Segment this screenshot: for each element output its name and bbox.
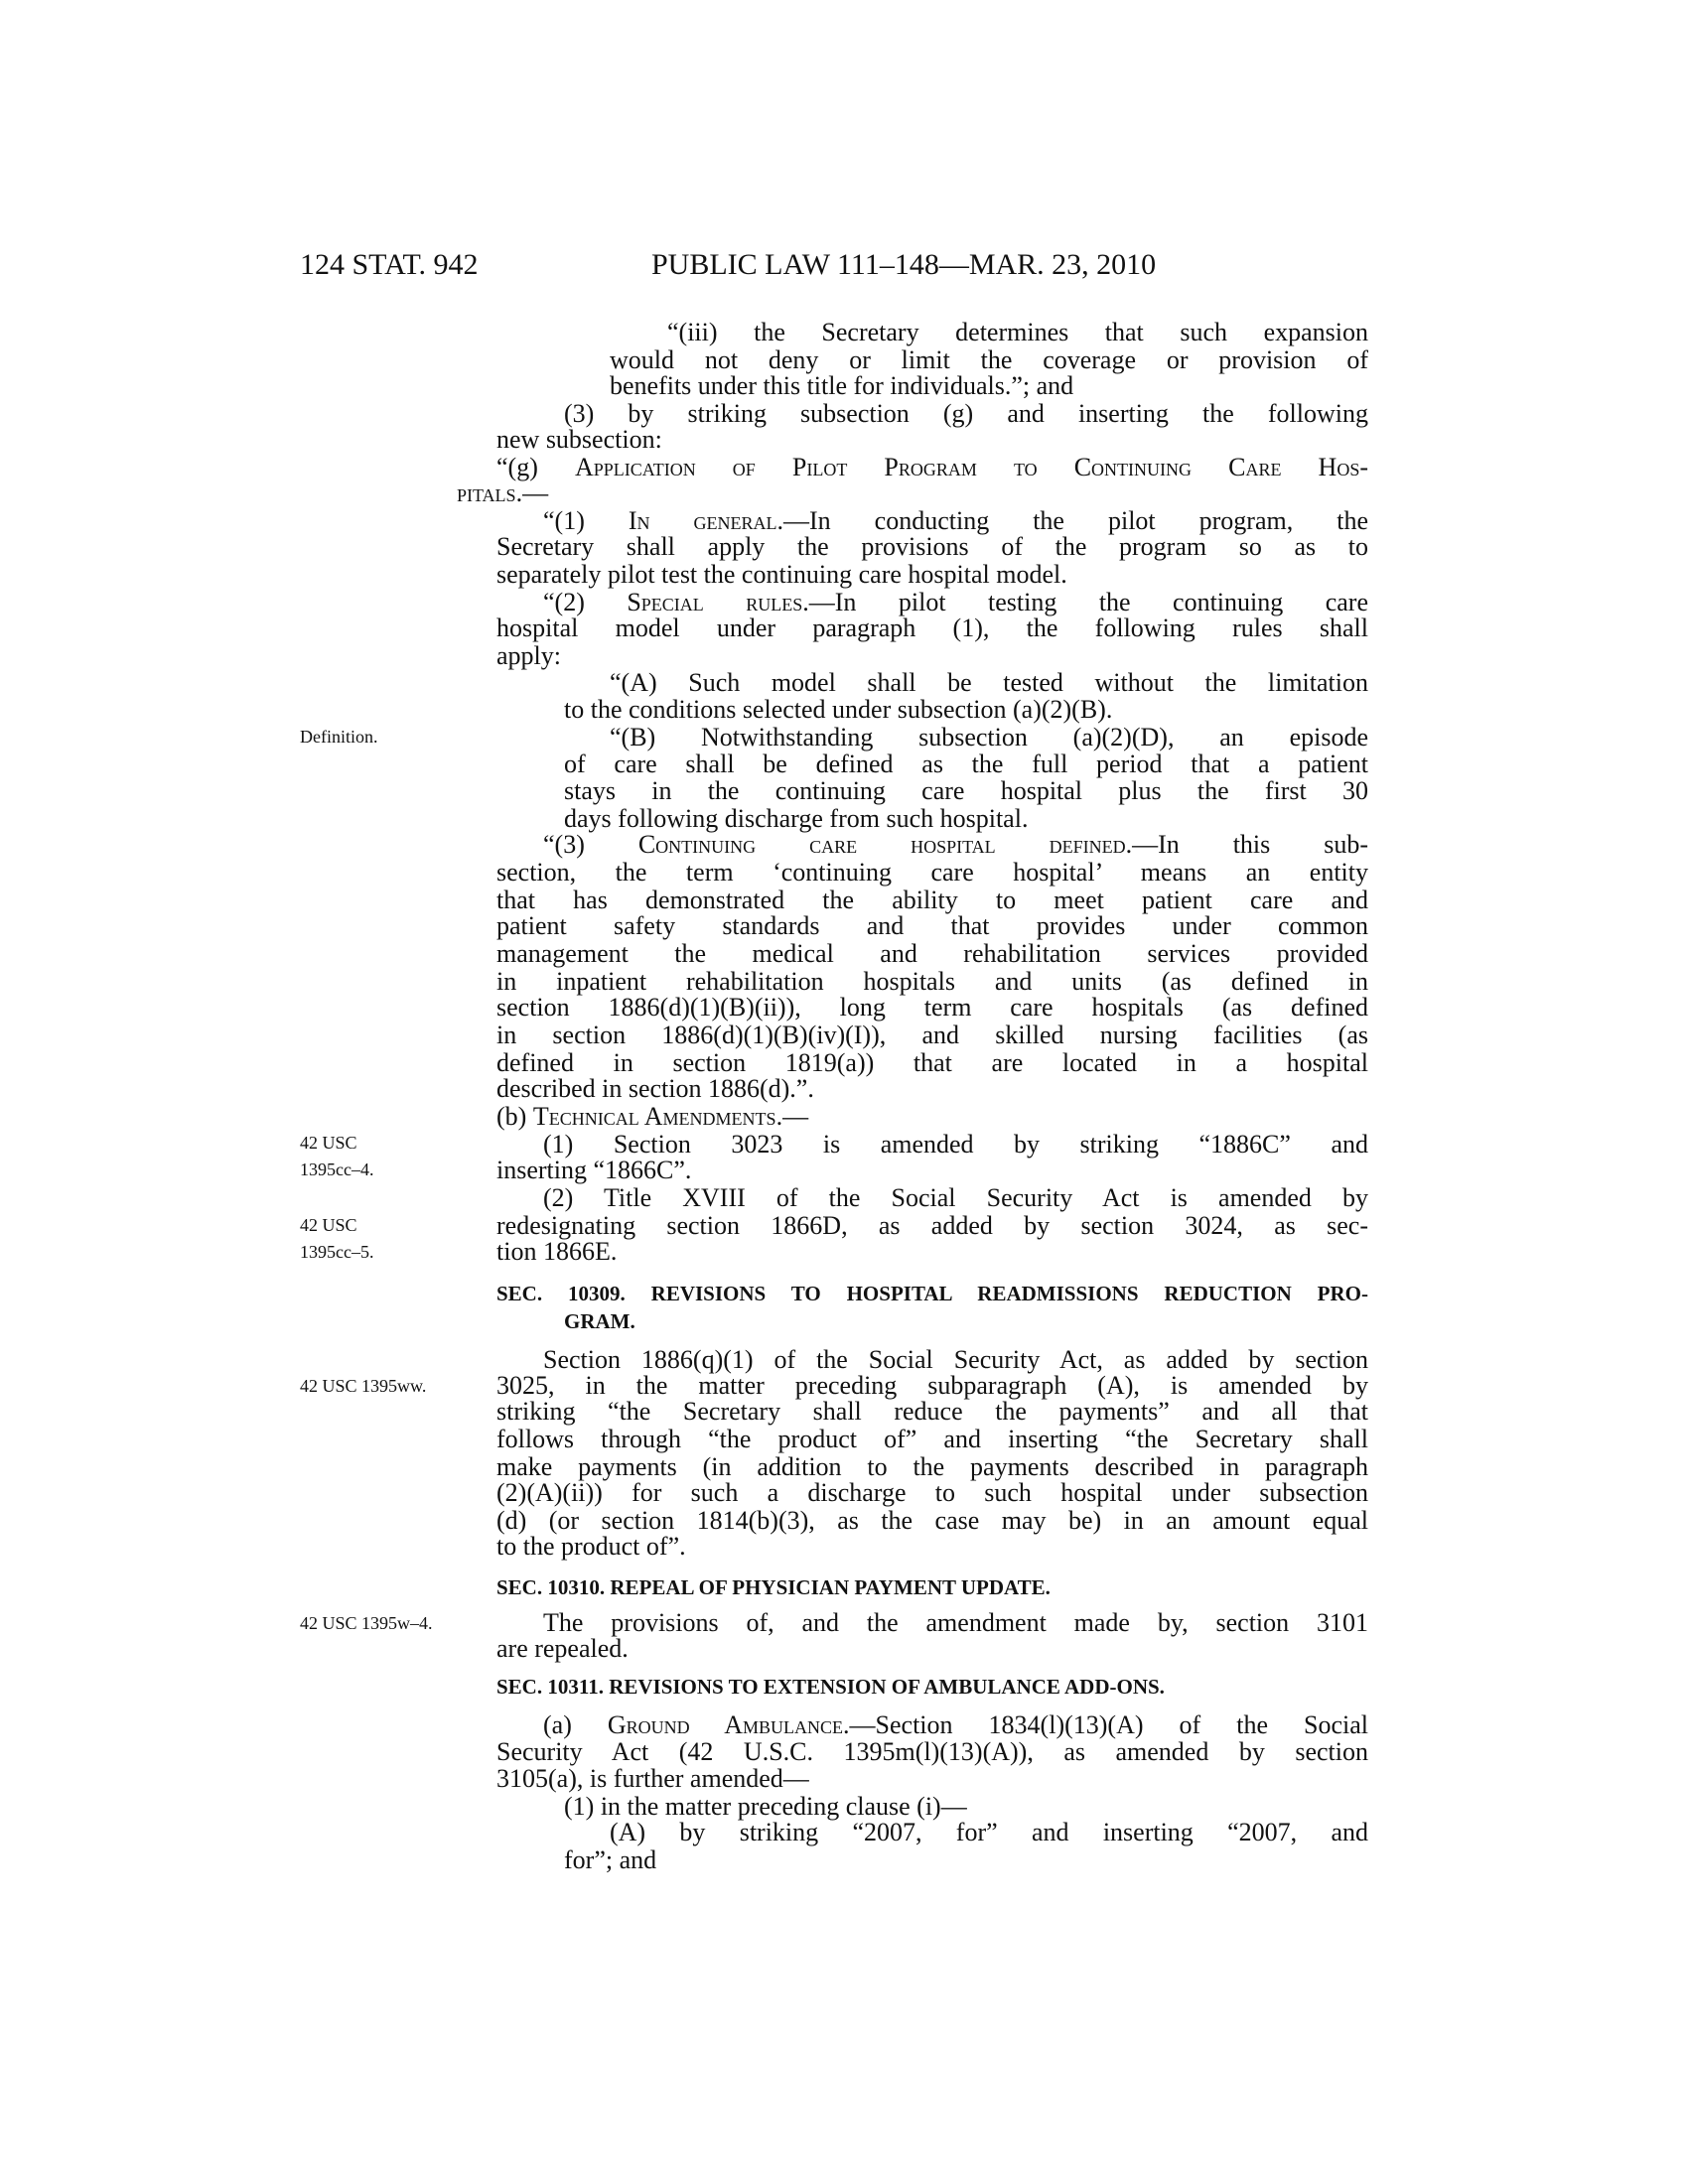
text-line: in inpatient rehabilitation hospitals and units (as defined in	[496, 967, 1368, 996]
text-line: section 1886(d)(1)(B)(ii)), long term care hospitals (as defined	[496, 993, 1368, 1022]
text-line: (2)(A)(ii)) for such a discharge to such hospital under subsection	[496, 1478, 1368, 1507]
text-line: (1) in the matter preceding clause (i)—	[564, 1792, 967, 1821]
text-line: for”; and	[564, 1845, 657, 1874]
text-line	[543, 1710, 1368, 1740]
text-line: (A) by striking “2007, for” and inserting “2007, and	[610, 1818, 1368, 1846]
margin-note-usc: 1395cc–5.	[300, 1242, 374, 1262]
text-segment: “(g)	[496, 453, 575, 481]
text-line: (1) Section 3023 is amended by striking “1886C” and	[543, 1130, 1368, 1159]
text-line: 3025, in the matter preceding subparagraph (A), is amended by	[496, 1371, 1368, 1400]
text-segment: (a)	[543, 1710, 608, 1739]
text-line: patient safety standards and that provides under common	[496, 911, 1368, 940]
text-line: redesignating section 1866D, as added by section 3024, as sec-	[496, 1211, 1368, 1240]
text-line: are repealed.	[496, 1634, 629, 1663]
margin-note-usc: 1395cc–4.	[300, 1160, 374, 1179]
text-segment: (b)	[496, 1102, 533, 1131]
text-line: described in section 1886(d).”.	[496, 1074, 814, 1103]
text-line: hospital model under paragraph (1), the following rules shall	[496, 614, 1368, 642]
text-line: striking “the Secretary shall reduce the payments” and all that	[496, 1397, 1368, 1426]
margin-note-usc: 42 USC	[300, 1133, 357, 1153]
text-line: (2) Title XVIII of the Social Security Act is amended by	[543, 1183, 1368, 1212]
section-heading-10309: SEC. 10309. REVISIONS TO HOSPITAL READMISSIONS REDUCTION PRO-	[496, 1282, 1368, 1305]
text-line: would not deny or limit the coverage or provision of	[610, 345, 1368, 374]
text-line: management the medical and rehabilitation services provided	[496, 939, 1368, 968]
text-line: new subsection:	[496, 425, 662, 454]
small-caps-heading: In general	[628, 506, 777, 535]
text-line: (3) by striking subsection (g) and inserting the following	[564, 399, 1368, 428]
text-line: Secretary shall apply the provisions of the program so as to	[496, 532, 1368, 561]
text-line	[543, 830, 1368, 860]
text-line: apply:	[496, 641, 561, 670]
text-segment: .—Section 1834(l)(13)(A) of the Social	[843, 1710, 1368, 1739]
text-segment: .—In conducting the pilot program, the	[776, 506, 1368, 535]
margin-note-definition: Definition.	[300, 727, 378, 747]
text-line: separately pilot test the continuing care hospital model.	[496, 560, 1067, 589]
text-line: “(iii) the Secretary determines that such expansion	[667, 318, 1368, 346]
small-caps-heading: Ground Ambulance	[607, 1710, 844, 1739]
text-line: tion 1866E.	[496, 1237, 618, 1266]
running-header-title: PUBLIC LAW 111–148—MAR. 23, 2010	[651, 248, 1157, 281]
text-line: (d) (or section 1814(b)(3), as the case may be) in an amount equal	[496, 1506, 1368, 1535]
text-line: “(A) Such model shall be tested without the limitation	[610, 668, 1368, 697]
text-line: Section 1886(q)(1) of the Social Security Act, as added by section	[543, 1345, 1368, 1374]
text-line: follows through “the product of” and inserting “the Secretary shall	[496, 1425, 1368, 1453]
small-caps-heading: Application of Pilot Program to Continuing Care Hos-	[574, 453, 1368, 481]
text-line: days following discharge from such hospital.	[564, 804, 1029, 833]
text-segment: .—In this sub-	[1125, 830, 1368, 859]
text-line: that has demonstrated the ability to meet patient care and	[496, 886, 1368, 914]
margin-note-usc: 42 USC 1395w–4.	[300, 1613, 433, 1633]
small-caps-heading: pitals	[457, 478, 516, 507]
small-caps-heading: Special rules	[627, 588, 803, 616]
text-line: to the product of”.	[496, 1532, 686, 1561]
section-heading-10309-cont: GRAM.	[564, 1309, 635, 1333]
text-line	[457, 478, 548, 508]
text-line: “(B) Notwithstanding subsection (a)(2)(D), an episode	[610, 723, 1368, 751]
small-caps-heading: Technical Amendments	[532, 1102, 776, 1131]
text-line: The provisions of, and the amendment made by, section 3101	[543, 1608, 1368, 1637]
text-segment: “(3)	[543, 830, 638, 859]
text-line: defined in section 1819(a)) that are located in a hospital	[496, 1048, 1368, 1077]
text-line: Security Act (42 U.S.C. 1395m(l)(13)(A)), as amended by section	[496, 1737, 1368, 1766]
page-stat-number: 124 STAT. 942	[300, 248, 479, 281]
text-line: 3105(a), is further amended—	[496, 1764, 809, 1793]
text-segment: .—	[775, 1102, 809, 1131]
small-caps-heading: Continuing care hospital defined	[637, 830, 1126, 859]
text-line	[496, 1102, 808, 1132]
text-line: in section 1886(d)(1)(B)(iv)(I)), and skilled nursing facilities (as	[496, 1021, 1368, 1049]
margin-note-usc: 42 USC 1395ww.	[300, 1376, 427, 1396]
text-line: section, the term ‘continuing care hospital’ means an entity	[496, 858, 1368, 887]
text-line	[496, 453, 1368, 482]
text-segment: .—	[515, 478, 549, 507]
text-line: benefits under this title for individuals.”; and	[610, 371, 1074, 400]
section-heading-10310: SEC. 10310. REPEAL OF PHYSICIAN PAYMENT UPDATE.	[496, 1575, 1051, 1599]
text-line: make payments (in addition to the payments described in paragraph	[496, 1452, 1368, 1481]
text-segment: “(2)	[543, 588, 628, 616]
text-line: to the conditions selected under subsection (a)(2)(B).	[564, 695, 1113, 724]
text-segment: “(1)	[543, 506, 629, 535]
margin-note-usc: 42 USC	[300, 1215, 357, 1235]
text-line: inserting “1866C”.	[496, 1156, 692, 1184]
section-heading-10311: SEC. 10311. REVISIONS TO EXTENSION OF AMBULANCE ADD-ONS.	[496, 1675, 1165, 1699]
text-line: stays in the continuing care hospital plus the first 30	[564, 776, 1368, 805]
text-line: of care shall be defined as the full period that a patient	[564, 750, 1368, 778]
text-segment: .—In pilot testing the continuing care	[802, 588, 1368, 616]
